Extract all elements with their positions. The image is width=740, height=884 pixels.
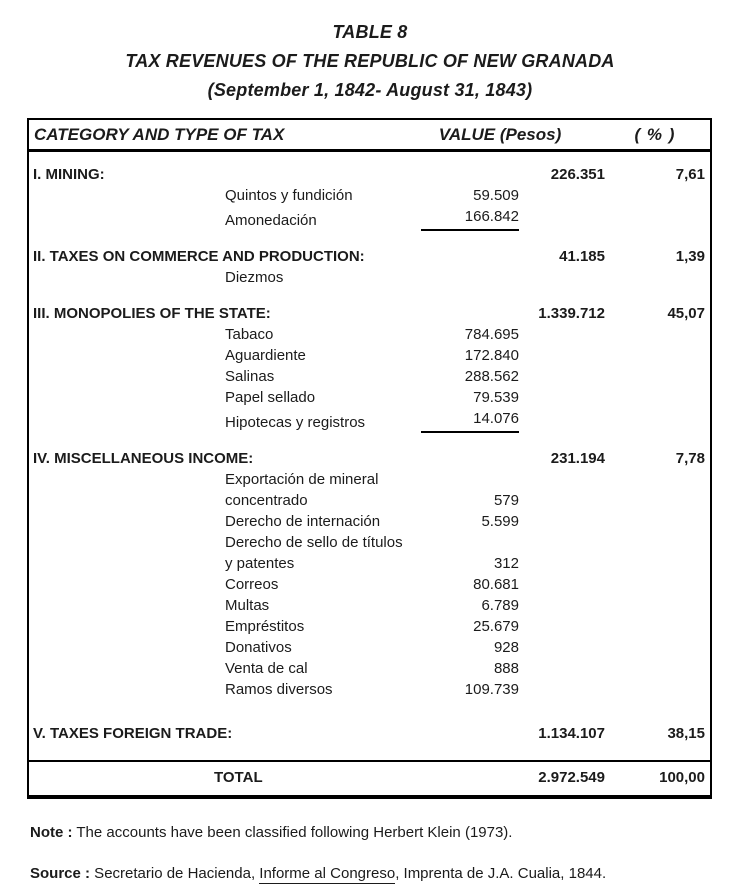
item-value: 109.739 — [464, 681, 519, 698]
item-row — [29, 637, 710, 658]
column-header-value: VALUE (Pesos) — [438, 124, 562, 144]
section-value: 231.194 — [550, 450, 605, 467]
item-label: Quintos y fundición — [225, 187, 353, 204]
item-label: Derecho de internación — [225, 513, 381, 530]
item-row — [29, 595, 710, 616]
section-value: 1.339.712 — [538, 305, 605, 322]
section-percent: 7,61 — [675, 166, 705, 183]
date-range-subtitle: (September 1, 1842- August 31, 1843) — [207, 80, 533, 100]
section-row — [29, 164, 710, 185]
item-value: 312 — [493, 555, 519, 572]
item-row — [29, 345, 710, 366]
item-value: 172.840 — [464, 347, 519, 364]
section-percent: 1,39 — [675, 248, 705, 265]
item-label: Correos — [225, 576, 279, 593]
item-label: Salinas — [225, 368, 275, 385]
item-label: Hipotecas y registros — [225, 414, 366, 431]
item-value: 928 — [493, 639, 519, 656]
item-row — [29, 206, 710, 231]
item-row — [29, 408, 710, 433]
note-line — [30, 823, 740, 843]
section-row — [29, 448, 710, 469]
source-text-suffix: , Imprenta de J.A. Cualia, 1844. — [395, 865, 607, 882]
item-row — [29, 532, 710, 574]
item-value: 25.679 — [473, 618, 519, 635]
page-title: TAX REVENUES OF THE REPUBLIC OF NEW GRANADA — [125, 51, 615, 71]
item-value: 59.509 — [473, 187, 519, 204]
item-label: Empréstitos — [225, 618, 305, 635]
total-label: TOTAL — [214, 769, 263, 786]
column-header-category: CATEGORY AND TYPE OF TAX — [34, 124, 285, 144]
total-value: 2.972.549 — [538, 769, 605, 786]
item-label: Donativos — [225, 639, 292, 656]
section-percent: 45,07 — [667, 305, 705, 322]
item-label: Venta de cal — [225, 660, 308, 677]
item-label: Aguardiente — [225, 347, 306, 364]
item-row — [29, 324, 710, 345]
section-value: 226.351 — [550, 166, 605, 183]
column-header-percent: ( % ) — [634, 124, 676, 144]
item-row — [29, 511, 710, 532]
item-label: Tabaco — [225, 326, 274, 343]
item-value: 14.076 — [421, 408, 519, 433]
table-body — [29, 152, 710, 760]
total-row — [29, 760, 710, 795]
section-percent: 7,78 — [675, 450, 705, 467]
item-row — [29, 185, 710, 206]
source-label: Source : — [30, 865, 91, 882]
item-value: 5.599 — [481, 513, 519, 530]
section-row — [29, 246, 710, 267]
item-row — [29, 658, 710, 679]
section-label: I. MINING: — [33, 166, 105, 183]
section-label: III. MONOPOLIES OF THE STATE: — [33, 305, 271, 322]
table-number: TABLE 8 — [332, 22, 408, 42]
note-label: Note : — [30, 824, 73, 841]
item-label: Papel sellado — [225, 389, 316, 406]
item-value: 80.681 — [473, 576, 519, 593]
item-value: 288.562 — [464, 368, 519, 385]
section-label: II. TAXES ON COMMERCE AND PRODUCTION: — [33, 248, 365, 265]
note-text: The accounts have been classified following Herbert Klein (1973). — [72, 824, 513, 841]
item-value: 784.695 — [464, 326, 519, 343]
item-label: Amonedación — [225, 212, 317, 229]
item-value: 166.842 — [421, 206, 519, 231]
item-label: Ramos diversos — [225, 681, 333, 698]
section-row — [29, 303, 710, 324]
item-label: Derecho de sello de títulos y patentes — [225, 534, 403, 572]
item-row — [29, 267, 710, 288]
section-value: 41.185 — [559, 248, 605, 265]
item-row — [29, 387, 710, 408]
table-header-row — [29, 120, 710, 152]
item-value: 888 — [493, 660, 519, 677]
tax-revenues-table — [27, 118, 712, 799]
title-block — [0, 0, 740, 105]
item-label: Multas — [225, 597, 270, 614]
item-label: Exportación de mineral concentrado — [225, 471, 379, 509]
section-label: V. TAXES FOREIGN TRADE: — [33, 725, 233, 742]
item-row — [29, 469, 710, 511]
item-row — [29, 616, 710, 637]
section-value: 1.134.107 — [538, 725, 605, 742]
item-value: 79.539 — [473, 389, 519, 406]
total-percent: 100,00 — [659, 769, 705, 786]
section-percent: 38,15 — [667, 725, 705, 742]
item-value: 579 — [493, 492, 519, 509]
item-row — [29, 679, 710, 700]
section-label: IV. MISCELLANEOUS INCOME: — [33, 450, 254, 467]
item-row — [29, 366, 710, 387]
source-text-prefix: Secretario de Hacienda, — [90, 865, 260, 882]
item-value: 6.789 — [481, 597, 519, 614]
item-row — [29, 574, 710, 595]
source-work-title: Informe al Congreso — [259, 865, 396, 882]
section-row — [29, 723, 710, 744]
source-line — [30, 864, 740, 884]
item-label: Diezmos — [225, 269, 284, 286]
